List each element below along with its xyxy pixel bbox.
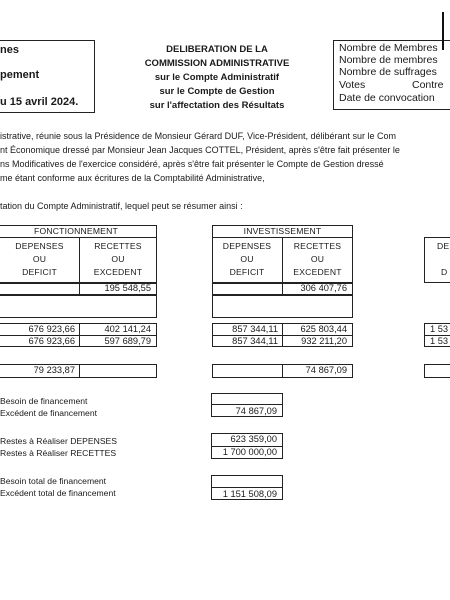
- fonct-dep-head-1: DEPENSES: [15, 241, 64, 251]
- fonct-rec-head-3: EXCEDENT: [93, 267, 143, 277]
- fonct-row2-rec: 597 689,79: [104, 336, 151, 346]
- third-head-1: DE: [437, 241, 450, 251]
- third-row1: 1 53: [430, 324, 449, 334]
- header-left-line3: u 15 avril 2024.: [0, 96, 79, 108]
- besoin-total-label: Besoin total de financement: [0, 476, 107, 486]
- rar-dep-value: 623 359,00: [230, 434, 277, 444]
- invest-rec-head-2: OU: [310, 254, 325, 264]
- rar-rec-label: Restes à Réaliser RECETTES: [0, 448, 117, 458]
- fonct-rec-head-1: RECETTES: [94, 241, 142, 251]
- invest-result-rec: 74 867,09: [305, 365, 347, 375]
- third-result-row: [424, 364, 450, 378]
- fonct-title: FONCTIONNEMENT: [34, 226, 118, 236]
- invest-dep-head-2: OU: [240, 254, 254, 264]
- invest-title: INVESTISSEMENT: [243, 226, 322, 236]
- header-left-line1: nes: [0, 44, 19, 56]
- convocation-label: Date de convocation: [339, 92, 435, 104]
- invest-dep-head-3: DEFICIT: [229, 267, 265, 277]
- header-left-line2: pement: [0, 69, 40, 81]
- financement-divider: [211, 404, 283, 405]
- votes-contre-label: Contre: [412, 79, 444, 91]
- invest-dep-head-1: DEPENSES: [222, 241, 272, 251]
- rar-rec-value: 1 700 000,00: [222, 447, 277, 457]
- presentation-line: tation du Compte Administratif, lequel peut se résumer ainsi :: [0, 201, 243, 211]
- excedent-total-label: Excédent total de financement: [0, 488, 116, 498]
- fonct-row2-dep: 676 923,66: [28, 336, 75, 346]
- fonct-report-rec: 195 548,55: [104, 283, 151, 293]
- total-financement-divider: [211, 487, 283, 488]
- invest-rec-head-1: RECETTES: [293, 241, 342, 251]
- fonct-dep-head-2: OU: [32, 254, 47, 264]
- invest-rec-head-3: EXCEDENT: [293, 267, 342, 277]
- fonct-dep-head-3: DEFICIT: [22, 267, 57, 277]
- fonct-rec-head-2: OU: [111, 254, 125, 264]
- rar-dep-label: Restes à Réaliser DEPENSES: [0, 436, 118, 446]
- invest-spacer-row: [212, 295, 353, 318]
- intro-line-3: ns Modificatives de l'exercice considéré, après s'être fait présenter le Compte de Gestion dressé: [0, 159, 384, 169]
- invest-row2-dep: 857 344,11: [232, 336, 278, 346]
- fonct-result-divider: [79, 364, 80, 378]
- excedent-total-value: 1 151 508,09: [222, 489, 277, 499]
- members-present-label: Nombre de membres: [339, 54, 438, 66]
- votes-label: Votes: [339, 79, 366, 91]
- fonct-spacer-row: [0, 295, 157, 318]
- title-line-2: COMMISSION ADMINISTRATIVE: [144, 58, 290, 69]
- title-line-3: sur le Compte Administratif: [154, 72, 280, 83]
- excedent-label: Excédent de financement: [0, 408, 97, 418]
- intro-line-1: istrative, réunie sous la Présidence de Monsieur Gérard DUF, Vice-Président, délibérant sur le Com: [0, 131, 397, 141]
- intro-line-2: nt Économique dressé par Monsieur Jean Jacques COTTEL, Président, après s'être fait présenter le: [0, 145, 400, 155]
- invest-row2-rec: 932 211,20: [301, 336, 347, 346]
- besoin-label: Besoin de financement: [0, 396, 88, 406]
- intro-line-4: me étant conforme aux écritures de la Comptabilité Administrative,: [0, 173, 265, 183]
- title-line-4: sur le Compte de Gestion: [159, 86, 275, 97]
- third-row2: 1 53: [430, 336, 449, 346]
- invest-row1-dep: 857 344,11: [232, 324, 278, 334]
- third-head-2: D: [441, 267, 448, 277]
- invest-row1-rec: 625 803,44: [300, 324, 347, 334]
- fonct-row1-dep: 676 923,66: [28, 324, 75, 334]
- fonct-result-dep: 79 233,87: [33, 365, 75, 375]
- title-line-5: sur l'affectation des Résultats: [149, 100, 285, 111]
- scan-artifact-line: [442, 12, 444, 50]
- members-label: Nombre de Membres: [339, 42, 438, 54]
- title-line-1: DELIBERATION DE LA: [166, 44, 268, 55]
- invest-report-rec: 306 407,76: [300, 283, 347, 293]
- excedent-value: 74 867,09: [235, 406, 277, 416]
- suffrages-label: Nombre de suffrages: [339, 66, 437, 78]
- fonct-row1-rec: 402 141,24: [104, 324, 151, 334]
